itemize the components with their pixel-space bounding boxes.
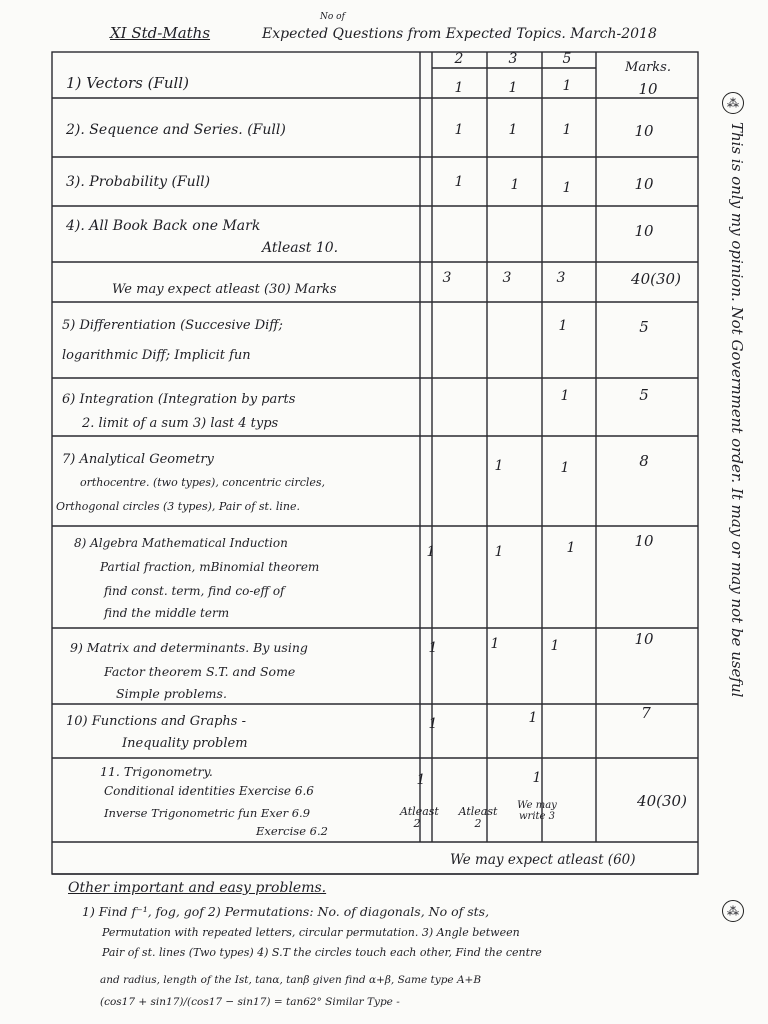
row-2-c5: 1 bbox=[562, 122, 572, 138]
row-9-c2: 1 bbox=[426, 544, 436, 560]
other-line-2: Permutation with repeated letters, circular permutation. 3) Angle between bbox=[102, 926, 520, 939]
summary-total: We may expect atleast (60) bbox=[450, 852, 636, 868]
row-3-c5: 1 bbox=[562, 180, 572, 196]
other-heading: Other important and easy problems. bbox=[68, 880, 327, 896]
row-10-c2: 1 bbox=[428, 640, 438, 656]
row-4-topic: 4). All Book Back one Mark bbox=[66, 218, 261, 234]
row-12-sub: Conditional identities Exercise 6.6 bbox=[104, 784, 314, 798]
row-9-sub: Partial fraction, mBinomial theorem bbox=[100, 560, 320, 574]
col-header-marks: Marks. bbox=[625, 60, 671, 75]
row-6-topic: 5) Differentiation (Succesive Diff; bbox=[62, 318, 283, 333]
row-12-c2: 1 bbox=[416, 772, 426, 788]
row-7-topic: 6) Integration (Integration by parts bbox=[62, 392, 296, 407]
row-3-topic: 3). Probability (Full) bbox=[66, 174, 211, 190]
row-7-marks: 5 bbox=[639, 386, 649, 404]
row-2-c3: 1 bbox=[508, 122, 518, 138]
row-11-c2: 1 bbox=[428, 716, 438, 732]
row-10-marks: 10 bbox=[634, 630, 654, 648]
row-5-marks: 40(30) bbox=[631, 270, 681, 288]
row-11-sub: Inequality problem bbox=[122, 736, 248, 751]
row-12-c5: 1 bbox=[532, 770, 542, 786]
row-4-sub: Atleast 10. bbox=[262, 240, 339, 256]
col-header-5: 5 bbox=[562, 51, 572, 67]
row-8-sub: orthocentre. (two types), concentric circles, bbox=[80, 476, 326, 489]
col-header-2: 2 bbox=[454, 51, 464, 67]
row-10-sub2: Simple problems. bbox=[116, 686, 227, 701]
row-3-c3: 1 bbox=[510, 177, 520, 193]
row-4-marks: 10 bbox=[634, 222, 654, 240]
row-1-c3: 1 bbox=[508, 80, 518, 96]
other-line-5: (cos17 + sin17)/(cos17 − sin17) = tan62° Similar Type - bbox=[100, 996, 400, 1008]
row-2-marks: 10 bbox=[634, 122, 654, 140]
row-3-marks: 10 bbox=[634, 175, 654, 193]
row-1-marks: 10 bbox=[638, 80, 658, 98]
side-note-text: This is only my opinion. Not Government order. It may or may not be useful bbox=[728, 122, 746, 698]
row-9-sub3: find the middle term bbox=[104, 606, 230, 620]
row-6-marks: 5 bbox=[639, 318, 649, 336]
row-11-marks: 7 bbox=[641, 704, 651, 722]
row-12-c5-note: We may write 3 bbox=[517, 800, 557, 822]
row-2-topic: 2). Sequence and Series. (Full) bbox=[66, 122, 286, 138]
row-1-c2: 1 bbox=[454, 80, 464, 96]
row-8-marks: 8 bbox=[639, 452, 649, 470]
row-9-topic: 8) Algebra Mathematical Induction bbox=[74, 536, 288, 550]
row-3-c2: 1 bbox=[454, 174, 464, 190]
row-10-topic: 9) Matrix and determinants. By using bbox=[70, 640, 308, 655]
row-6-sub: logarithmic Diff; Implicit fun bbox=[62, 348, 251, 363]
other-line-3: Pair of st. lines (Two types) 4) S.T the circles touch each other, Find the centre bbox=[102, 946, 542, 959]
row-12-sub3: Exercise 6.2 bbox=[256, 824, 328, 838]
col-header-3: 3 bbox=[508, 51, 518, 67]
row-7-sub: 2. limit of a sum 3) last 4 typs bbox=[82, 416, 279, 431]
row-8-c5: 1 bbox=[560, 460, 570, 476]
row-5-c2: 3 bbox=[442, 270, 452, 286]
other-line-4: and radius, length of the Ist, tanα, tanβ given find α+β, Same type A+B bbox=[100, 974, 482, 986]
row-8-sub2: Orthogonal circles (3 types), Pair of st. line. bbox=[56, 500, 301, 513]
row-11-c5: 1 bbox=[528, 710, 538, 726]
side-note bbox=[726, 92, 746, 932]
row-10-sub: Factor theorem S.T. and Some bbox=[104, 664, 296, 679]
row-9-sub2: find const. term, find co-eff of bbox=[104, 584, 285, 598]
title-superscript: No of bbox=[320, 12, 345, 22]
row-12-sub2: Inverse Trigonometric fun Exer 6.9 bbox=[104, 806, 311, 820]
other-line-1: 1) Find f⁻¹, fog, gof 2) Permutations: No. of diagonals, No of sts, bbox=[82, 904, 490, 919]
row-2-c2: 1 bbox=[454, 122, 464, 138]
row-8-topic: 7) Analytical Geometry bbox=[62, 452, 214, 467]
row-9-c5: 1 bbox=[566, 540, 576, 556]
row-11-topic: 10) Functions and Graphs - bbox=[66, 714, 246, 729]
row-7-c5: 1 bbox=[560, 388, 570, 404]
star-icon-top: ⁂ bbox=[722, 92, 744, 114]
page-title: Expected Questions from Expected Topics. March-2018 bbox=[262, 26, 657, 42]
row-8-c3: 1 bbox=[494, 458, 504, 474]
row-10-c5: 1 bbox=[550, 638, 560, 654]
row-9-marks: 10 bbox=[634, 532, 654, 550]
row-12-marks: 40(30) bbox=[637, 792, 687, 810]
row-5-topic: We may expect atleast (30) Marks bbox=[112, 282, 337, 297]
row-10-c3: 1 bbox=[490, 636, 500, 652]
class-subject: XI Std-Maths bbox=[110, 24, 211, 42]
star-icon-bottom: ⁂ bbox=[722, 900, 744, 922]
row-12-c2-note: Atleast 2 bbox=[400, 805, 439, 831]
row-1-c5: 1 bbox=[562, 78, 572, 94]
row-12-topic: 11. Trigonometry. bbox=[100, 764, 213, 779]
row-5-c5: 3 bbox=[556, 270, 566, 286]
row-1-topic: 1) Vectors (Full) bbox=[66, 74, 189, 92]
row-12-c3-note: Atleast 2 bbox=[458, 805, 498, 831]
row-6-c5: 1 bbox=[558, 318, 568, 334]
row-5-c3: 3 bbox=[502, 270, 512, 286]
row-9-c3: 1 bbox=[494, 544, 504, 560]
